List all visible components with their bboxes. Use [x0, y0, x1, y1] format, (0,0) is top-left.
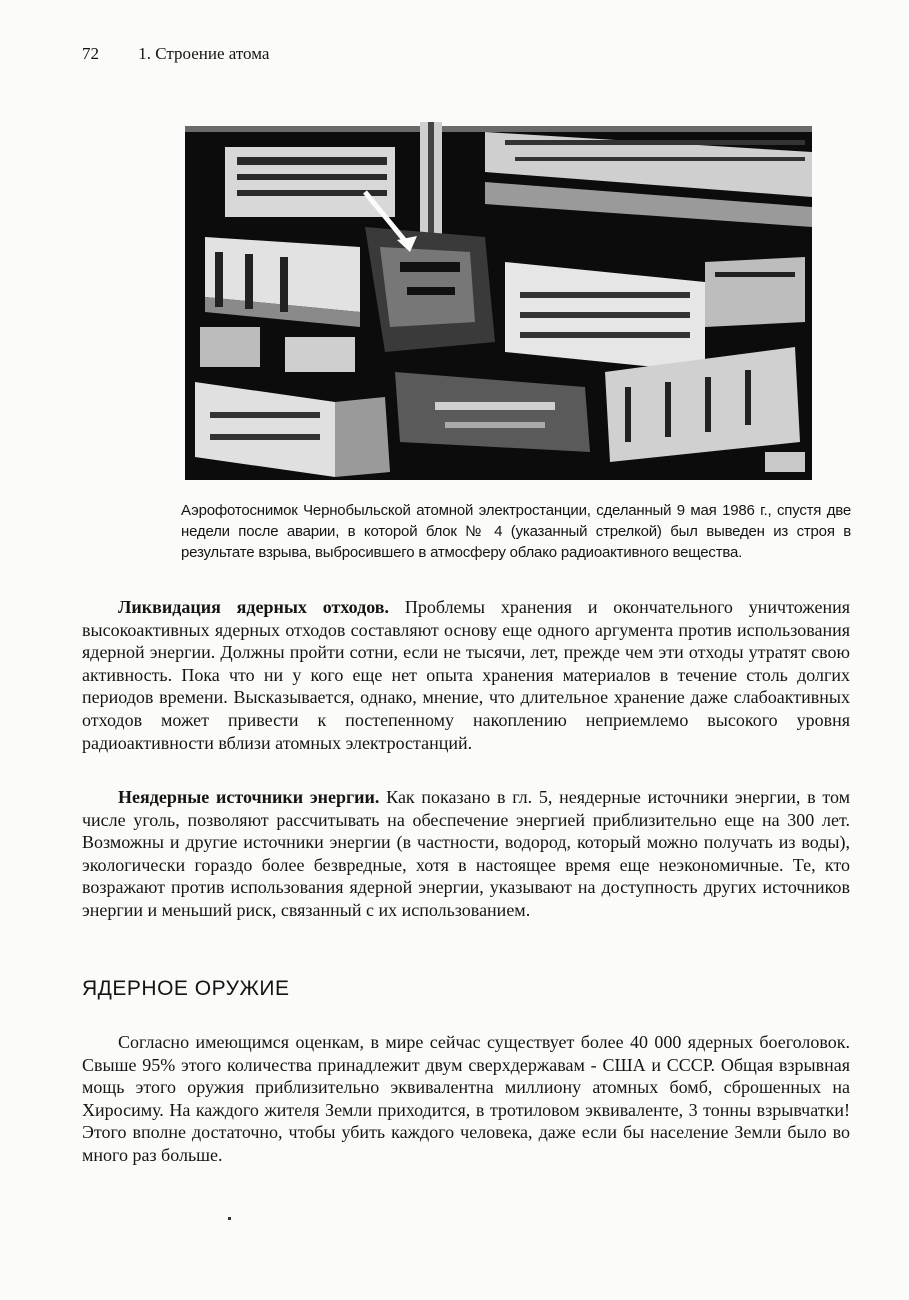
paragraph-waste	[82, 596, 850, 754]
heading-alternatives: Неядерные источники энергии.	[118, 787, 380, 807]
figure-caption: Аэрофотоснимок Чернобыльской атомной электростанции, сделанный 9 мая 1986 г., спустя две недели после аварии, в которой блок № 4 (указанный стрелкой) был выведен из строя в результате взрыва, выбросившего в атмосферу облако радиоактивного вещества.	[181, 502, 851, 561]
page-number: 72	[82, 44, 99, 63]
page-header	[82, 44, 269, 64]
heading-waste: Ликвидация ядерных отходов.	[118, 597, 390, 617]
body-waste: Проблемы хранения и окончательного уничтожения высокоактивных ядерных отходов составляют основу еще одного аргумента против использования ядерной энергии. Должны пройти сотни, если не тысячи, лет, прежде чем эти отходы утратят свою активность. Пока что ни у кого еще нет опыта хранения материалов в течение столь долгих периодов времени. Высказывается, однако, мнение, что длительное хранение даже слабоактивных отходов может привести к постепенному накоплению неприемлемо высокого уровня радиоактивности вблизи атомных электростанций.	[82, 597, 850, 753]
scan-dot	[228, 1217, 231, 1220]
chapter-title: 1. Строение атома	[138, 44, 270, 63]
section-title-weapons: ЯДЕРНОЕ ОРУЖИЕ	[82, 977, 290, 1000]
paragraph-alternatives	[82, 786, 850, 922]
chernobyl-aerial-photo	[185, 112, 812, 480]
body-alternatives: Как показано в гл. 5, неядерные источники энергии, в том числе уголь, позволяют рассчитывать на обеспечение энергией приблизительно еще на 300 лет. Возможны и другие источники энергии (в частности, водород, который можно получать из воды), экологически гораздо более безвредные, хотя в настоящее время еще неэкономичные. Те, кто возражают против использования ядерной энергии, указывают на доступность других источников энергии и меньший риск, связанный с их использованием.	[82, 787, 851, 920]
paragraph-weapons: Согласно имеющимся оценкам, в мире сейчас существует более 40 000 ядерных боеголовок. Свыше 95% этого количества принадлежит двум сверхдержавам - США и СССР. Общая взрывная мощь этого оружия приблизительно эквивалентна миллиону атомных бомб, сброшенных на Хиросиму. На каждого жителя Земли приходится, в тротиловом эквиваленте, 3 тонны взрывчатки! Этого вполне достаточно, чтобы убить каждого человека, даже если бы население Земли было во много раз больше.	[82, 1032, 850, 1165]
